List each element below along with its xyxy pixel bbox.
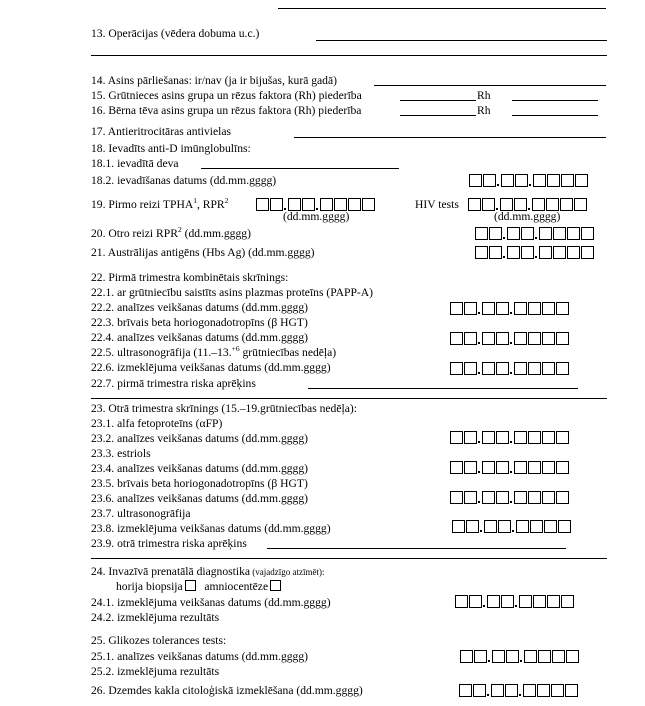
date-boxes[interactable] (450, 459, 570, 474)
section-24-1-label: 24.1. izmeklējuma veikšanas datums (dd.mm.gggg) (91, 596, 331, 609)
section-23-3-label: 23.3. estriols (91, 447, 151, 460)
section-15-blood-group-field[interactable] (400, 100, 476, 101)
section-14-label: 14. Asins pārliešanas: ir/nav (ja ir bijušas, kurā gadā) (91, 74, 337, 87)
hiv-test-label: HIV tests (415, 198, 459, 211)
section-23-9-field[interactable] (267, 548, 566, 549)
date-boxes[interactable] (256, 196, 376, 211)
date-boxes[interactable] (475, 244, 595, 259)
section-23-9-label: 23.9. otrā trimestra riska aprēķins (91, 537, 247, 550)
section-23-4-label: 23.4. analīzes veikšanas datums (dd.mm.gggg) (91, 462, 309, 475)
section-22-5-label: 22.5. ultrasonogrāfija (11.–13.$^{+6}$ grūtniecības nedēļa) (91, 344, 337, 359)
section-19-format: (dd.mm.gggg) (283, 210, 350, 223)
date-boxes[interactable] (455, 593, 575, 608)
section-23-5-label: 23.5. brīvais beta horiogonadotropīns (β HGT) (91, 477, 308, 490)
section-22-4-label: 22.4. analīzes veikšanas datums (dd.mm.gggg) (91, 331, 309, 344)
section-20-label: 20. Otro reizi RPR$^2$ (dd.mm.gggg) (91, 225, 251, 240)
section-18-label: 18. Ievadīts anti-D imūnglobulīns: (91, 142, 251, 155)
date-boxes[interactable] (459, 682, 579, 697)
date-boxes[interactable] (450, 360, 570, 375)
date-boxes[interactable] (469, 172, 589, 187)
section-14-field[interactable] (374, 85, 606, 86)
section-16-blood-group-field[interactable] (400, 115, 476, 116)
section-24-options: horija biopsija amniocentēze (116, 580, 281, 593)
section-15-label: 15. Grūtnieces asins grupa un rēzus faktora (Rh) piederība (91, 89, 362, 102)
section-13-label: 13. Operācijas (vēdera dobuma u.c.) (91, 27, 260, 40)
top-rule (278, 8, 606, 9)
date-boxes[interactable] (475, 225, 595, 240)
section-16-rh-field[interactable] (512, 115, 598, 116)
chorion-biopsy-checkbox[interactable] (185, 580, 196, 591)
date-boxes[interactable] (450, 330, 570, 345)
section-22-1-label: 22.1. ar grūtniecību saistīts asins plazmas proteīns (PAPP-A) (91, 286, 373, 299)
section-17-field[interactable] (294, 137, 606, 138)
section-23-7-label: 23.7. ultrasonogrāfija (91, 507, 191, 520)
section-23-6-label: 23.6. analīzes veikšanas datums (dd.mm.gggg) (91, 492, 309, 505)
section-23-8-label: 23.8. izmeklējuma veikšanas datums (dd.mm.gggg) (91, 522, 331, 535)
section-22-7-field[interactable] (308, 388, 578, 389)
section-16-rh: Rh (477, 104, 491, 117)
section-22-label: 22. Pirmā trimestra kombinētais skrīnings: (91, 271, 289, 284)
date-boxes[interactable] (468, 196, 588, 211)
section-15-rh-field[interactable] (512, 100, 598, 101)
hiv-test-format: (dd.mm.gggg) (494, 210, 561, 223)
section-26-label: 26. Dzemdes kakla citoloģiskā izmeklēšana (dd.mm.gggg) (91, 684, 363, 697)
section-13-field[interactable] (316, 40, 607, 41)
section-25-2-label: 25.2. izmeklējuma rezultāts (91, 665, 220, 678)
section-23-label: 23. Otrā trimestra skrīnings (15.–19.grūtniecības nedēļa): (91, 402, 357, 415)
section-16-label: 16. Bērna tēva asins grupa un rēzus faktora (Rh) piederība (91, 104, 362, 117)
section-22-6-label: 22.6. izmeklējuma veikšanas datums (dd.mm.gggg) (91, 361, 331, 374)
date-boxes[interactable] (450, 429, 570, 444)
date-boxes[interactable] (452, 518, 572, 533)
section-23-2-label: 23.2. analīzes veikšanas datums (dd.mm.gggg) (91, 432, 309, 445)
section-divider (91, 55, 607, 56)
section-23-1-label: 23.1. alfa fetoproteīns (αFP) (91, 417, 223, 430)
section-18-1-label: 18.1. ievadītā deva (91, 157, 179, 170)
date-boxes[interactable] (450, 300, 570, 315)
section-17-label: 17. Antieritrocitāras antivielas (91, 125, 232, 138)
section-25-label: 25. Glikozes tolerances tests: (91, 634, 227, 647)
date-boxes[interactable] (460, 648, 580, 663)
section-15-rh: Rh (477, 89, 491, 102)
section-divider (91, 558, 607, 559)
section-25-1-label: 25.1. analīzes veikšanas datums (dd.mm.gggg) (91, 650, 309, 663)
section-22-3-label: 22.3. brīvais beta horiogonadotropīns (β HGT) (91, 316, 308, 329)
section-22-2-label: 22.2. analīzes veikšanas datums (dd.mm.gggg) (91, 301, 309, 314)
section-19-label: 19. Pirmo reizi TPHA$^1$, RPR$^2$ (91, 196, 229, 211)
section-24-2-label: 24.2. izmeklējuma rezultāts (91, 611, 220, 624)
section-24-label: 24. Invazīvā prenatālā diagnostika (vajadzīgo atzīmēt): (91, 565, 325, 578)
section-18-1-field[interactable] (201, 168, 399, 169)
amniocentesis-checkbox[interactable] (270, 580, 281, 591)
section-divider (91, 398, 607, 399)
section-21-label: 21. Austrālijas antigēns (Hbs Ag) (dd.mm.gggg) (91, 246, 315, 259)
date-boxes[interactable] (450, 489, 570, 504)
section-18-2-label: 18.2. ievadīšanas datums (dd.mm.gggg) (91, 174, 277, 187)
section-22-7-label: 22.7. pirmā trimestra riska aprēķins (91, 377, 256, 390)
